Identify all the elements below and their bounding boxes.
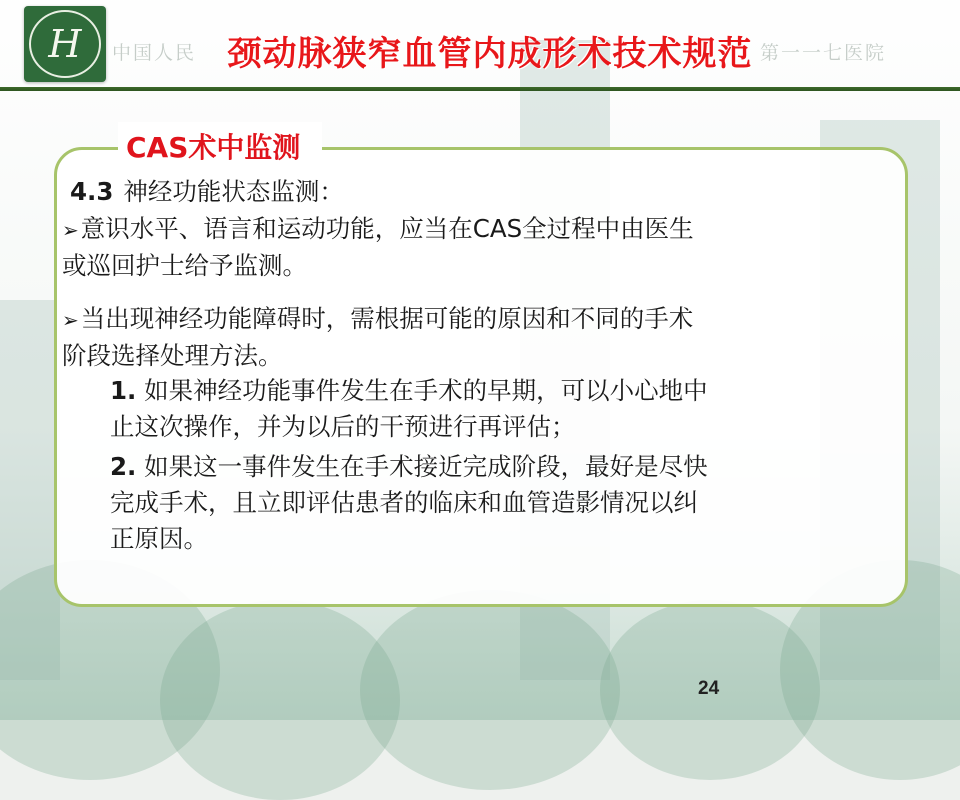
bullet-text-line: 意识水平、语言和运动功能，应当在CAS全过程中由医生 (80, 214, 694, 243)
page-number: 24 (698, 678, 720, 699)
bullet-item-handling (62, 301, 898, 373)
item-text-line: 如果这一事件发生在手术接近完成阶段，最好是尽快 (144, 452, 708, 481)
subsection-heading (70, 174, 898, 209)
background-tree (360, 590, 620, 790)
bullet-text-line: 阶段选择处理方法。 (62, 341, 283, 370)
item-text-line: 正原因。 (110, 524, 208, 553)
numbered-item-late (110, 449, 898, 557)
item-number: 1. (110, 376, 137, 405)
hospital-logo-icon (24, 6, 106, 82)
header-watermark-right: 第一一七医院 (760, 42, 887, 64)
bullet-item-monitoring (62, 211, 898, 283)
logo-monogram: H (29, 10, 101, 78)
arrow-bullet-icon: ➢ (62, 218, 79, 242)
subsection-title: 神经功能状态监测： (123, 177, 344, 206)
spacer (62, 283, 898, 299)
content-body (62, 174, 898, 557)
section-label: CAS术中监测 (118, 122, 322, 170)
numbered-item-early (110, 373, 898, 445)
bullet-text-line: 或巡回护士给予监测。 (62, 251, 307, 280)
item-number: 2. (110, 452, 137, 481)
subsection-number: 4.3 (70, 177, 114, 206)
header-watermark-left: 中国人民 (112, 42, 197, 64)
bullet-text-line: 当出现神经功能障碍时，需根据可能的原因和不同的手术 (80, 304, 694, 333)
item-text-line: 完成手术，且立即评估患者的临床和血管造影情况以纠 (110, 488, 698, 517)
slide-header (0, 0, 960, 90)
item-text-line: 如果神经功能事件发生在手术的早期，可以小心地中 (144, 376, 708, 405)
item-text-line: 止这次操作，并为以后的干预进行再评估； (110, 412, 576, 441)
header-divider (0, 87, 960, 91)
slide-title: 颈动脉狭窄血管内成形术技术规范 (227, 34, 753, 74)
arrow-bullet-icon: ➢ (62, 308, 79, 332)
